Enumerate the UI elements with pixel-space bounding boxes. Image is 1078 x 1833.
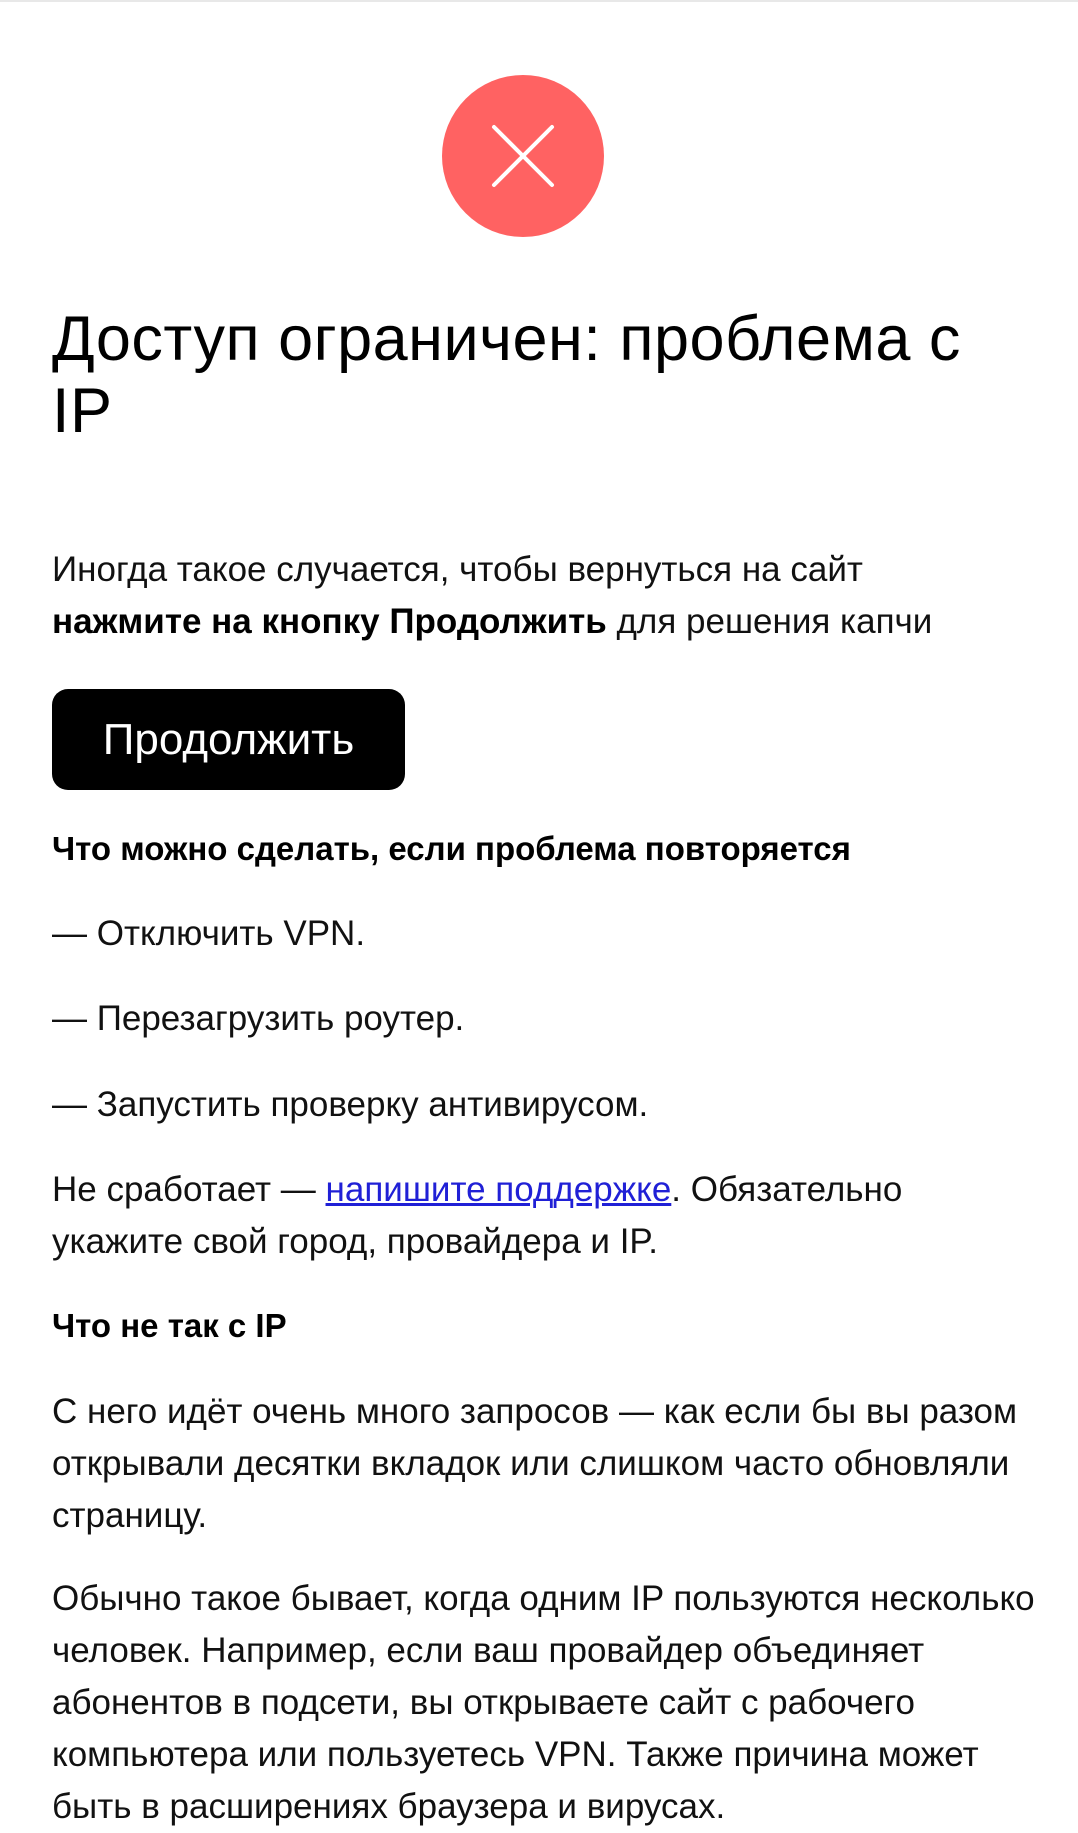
support-suffix: . Обязательно укажите свой город, провайдера и IP. [52,1170,903,1261]
intro-line: Иногда такое случается, чтобы вернуться на сайт [52,550,863,589]
step-item: — Отключить VPN. [52,914,366,953]
ip-heading: Что не так с IP [52,1307,287,1344]
close-icon [442,75,604,237]
support-text [52,1164,1042,1268]
error-status [442,75,604,237]
step-item: — Запустить проверку антивирусом. [52,1085,649,1124]
support-prefix: Не сработает — [52,1170,326,1209]
page-title: Доступ ограничен: проблема с IP [52,304,961,446]
support-link[interactable]: напишите поддержке [325,1170,672,1209]
step-item: — Перезагрузить роутер. [52,999,465,1038]
top-divider [0,0,1078,2]
ip-paragraph-2: Обычно такое бывает, когда одним IP пользуются несколько человек. Например, если ваш провайдер объединяет абонентов в подсети, вы открываете сайт с рабочего компьютера или пользуетесь VPN. Также причина может быть в расширениях браузера и вирусах. [52,1579,1035,1826]
continue-button[interactable]: Продолжить [52,689,405,790]
intro-text [52,544,1042,648]
intro-bold: нажмите на кнопку Продолжить [52,602,607,641]
repeat-heading: Что можно сделать, если проблема повторяется [52,830,851,867]
ip-paragraph-1: С него идёт очень много запросов — как если бы вы разом открывали десятки вкладок или слишком часто обновляли страницу. [52,1392,1018,1535]
intro-rest: для решения капчи [606,602,933,641]
